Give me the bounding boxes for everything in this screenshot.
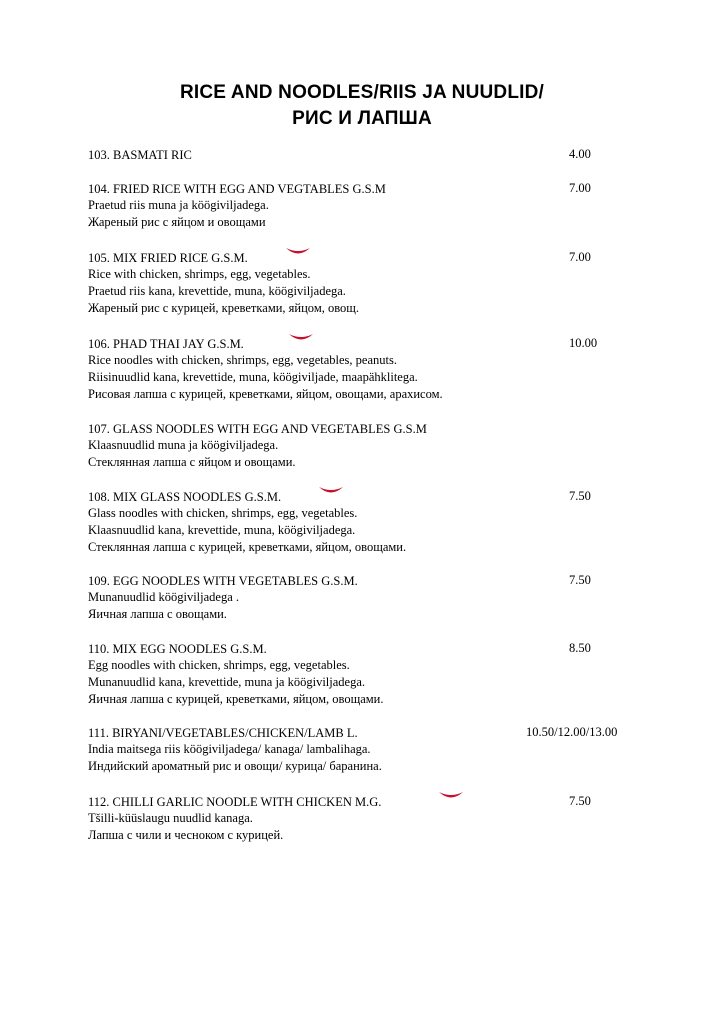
- menu-item-109: [88, 572, 648, 623]
- item-name: 106. PHAD THAI JAY G.S.M.: [88, 337, 244, 351]
- item-description-russian: Стеклянная лапша с яйцом и овощами.: [88, 455, 296, 469]
- item-name: 112. CHILLI GARLIC NOODLE WITH CHICKEN M.G.: [88, 795, 382, 809]
- item-price: 10.50/12.00/13.00: [526, 725, 618, 739]
- item-description-russian: Индийский ароматный рис и овощи/ курица/ баранина.: [88, 759, 382, 773]
- menu-item-110: [88, 640, 648, 708]
- menu-item-108: [88, 488, 648, 556]
- chili-pepper-icon: [437, 789, 465, 803]
- item-description-estonian: Praetud riis kana, krevettide, muna, köögiviljadega.: [88, 284, 346, 298]
- item-description-russian: Яичная лапша с овощами.: [88, 607, 227, 621]
- item-price: 7.50: [569, 489, 591, 503]
- item-name: 103. BASMATI RIC: [88, 148, 192, 162]
- item-description-estonian: Munanuudlid köögiviljadega .: [88, 590, 240, 604]
- item-name: 111. BIRYANI/VEGETABLES/CHICKEN/LAMB L.: [88, 726, 358, 740]
- item-description-estonian: India maitsega riis köögiviljadega/ kanaga/ lambalihaga.: [88, 742, 371, 756]
- item-description-estonian: Riisinuudlid kana, krevettide, muna, köögiviljade, maapähklitega.: [88, 370, 418, 384]
- item-description-russian: Яичная лапша с курицей, креветками, яйцом, овощами.: [88, 692, 384, 706]
- item-description-english: Egg noodles with chicken, shrimps, egg, vegetables.: [88, 658, 350, 672]
- page-title: RICE AND NOODLES/RIIS JA NUUDLID/: [179, 82, 545, 103]
- item-price: 7.50: [569, 573, 591, 587]
- item-price: 8.50: [569, 641, 591, 655]
- item-price: 10.00: [569, 336, 598, 350]
- item-price: 4.00: [569, 147, 591, 161]
- item-name: 107. GLASS NOODLES WITH EGG AND VEGETABLES G.S.M: [88, 422, 427, 436]
- chili-pepper-icon: [287, 331, 315, 345]
- menu-item-103: [88, 146, 648, 163]
- menu-item-105: [88, 249, 648, 317]
- item-name: 105. MIX FRIED RICE G.S.M.: [88, 251, 248, 265]
- item-description-english: Glass noodles with chicken, shrimps, egg, vegetables.: [88, 506, 358, 520]
- item-price: 7.00: [569, 250, 591, 264]
- menu-item-111: [88, 724, 648, 775]
- item-description-estonian: Praetud riis muna ja köögiviljadega.: [88, 198, 269, 212]
- item-price: 7.00: [569, 181, 591, 195]
- item-description-russian: Стеклянная лапша с курицей, креветками, яйцом, овощами.: [88, 540, 407, 554]
- item-name: 104. FRIED RICE WITH EGG AND VEGTABLES G.S.M: [88, 182, 386, 196]
- item-description-estonian: Tšilli-küüslaugu nuudlid kanaga.: [88, 811, 253, 825]
- menu-item-107: [88, 420, 648, 471]
- menu-item-106: [88, 335, 648, 403]
- menu-item-104: [88, 180, 648, 231]
- item-name: 108. MIX GLASS NOODLES G.S.M.: [88, 490, 282, 504]
- chili-pepper-icon: [317, 484, 345, 498]
- item-name: 110. MIX EGG NOODLES G.S.M.: [88, 642, 267, 656]
- item-description-russian: Рисовая лапша с курицей, креветками, яйцом, овощами, арахисом.: [88, 387, 443, 401]
- menu-item-112: [88, 793, 648, 844]
- chili-pepper-icon: [284, 245, 312, 259]
- item-description-estonian: Klaasnuudlid muna ja köögiviljadega.: [88, 438, 279, 452]
- page-title-russian: РИС И ЛАПША: [292, 108, 432, 129]
- item-description-russian: Лапша с чили и чесноком с курицей.: [88, 828, 284, 842]
- item-name: 109. EGG NOODLES WITH VEGETABLES G.S.M.: [88, 574, 358, 588]
- item-description-russian: Жареный рис с яйцом и овощами: [88, 215, 266, 229]
- item-price: 7.50: [569, 794, 591, 808]
- item-description-english: Rice noodles with chicken, shrimps, egg, vegetables, peanuts.: [88, 353, 397, 367]
- item-description-estonian: Munanuudlid kana, krevettide, muna ja köögiviljadega.: [88, 675, 366, 689]
- item-description-english: Rice with chicken, shrimps, egg, vegetables.: [88, 267, 311, 281]
- item-description-estonian: Klaasnuudlid kana, krevettide, muna, köögiviljadega.: [88, 523, 356, 537]
- item-description-russian: Жареный рис с курицей, креветками, яйцом, овощ.: [88, 301, 360, 315]
